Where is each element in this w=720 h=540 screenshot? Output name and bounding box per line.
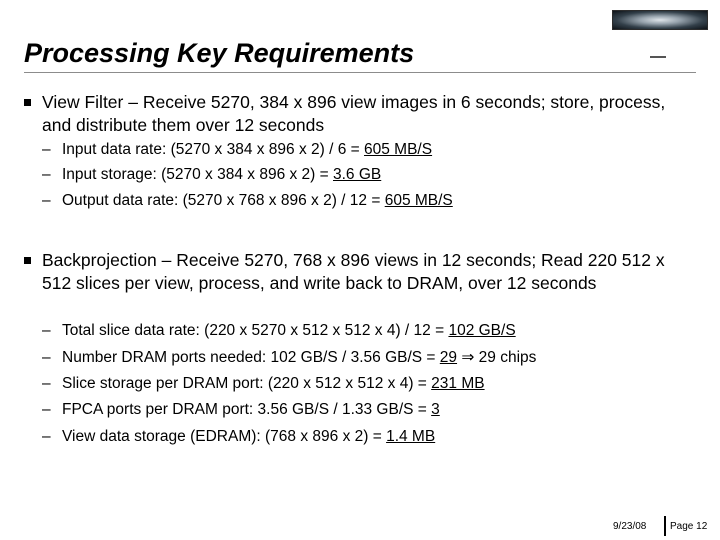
- bullet-square-icon: [24, 99, 31, 106]
- sub-dash: –: [42, 322, 51, 339]
- sub-dash: –: [42, 375, 51, 392]
- sub-text: Input storage: (5270 x 384 x 896 x 2) =: [62, 166, 333, 183]
- sub-dash: –: [42, 428, 51, 445]
- slide-title: Processing Key Requirements: [24, 38, 415, 68]
- sub-dash: –: [42, 192, 51, 209]
- sub-dash: –: [42, 401, 51, 418]
- sub-dash: –: [42, 349, 51, 366]
- sub-value: 231 MB: [431, 375, 485, 392]
- sub-text: View data storage (EDRAM): (768 x 896 x 2) =: [62, 428, 387, 445]
- sub-text: Number DRAM ports needed: 102 GB/S / 3.56 GB/S =: [62, 349, 440, 366]
- sub-text: FPCA ports per DRAM port: 3.56 GB/S / 1.33 GB/S =: [62, 401, 432, 418]
- sub-value: 3.6 GB: [333, 166, 382, 183]
- footer-divider: [664, 516, 666, 536]
- sub-text-post: ⇒ 29 chips: [457, 349, 537, 366]
- footer-date: 9/23/08: [613, 521, 647, 532]
- bullet-text: Backprojection – Receive 5270, 768 x 896 views in 12 seconds; Read 220 512 x 512 slices per view, process, and write back to DRAM, over 12 seconds: [42, 250, 665, 293]
- sub-value: 605 MB/S: [384, 192, 453, 209]
- sub-text: Output data rate: (5270 x 768 x 896 x 2) / 12 =: [62, 192, 385, 209]
- sub-text: Input data rate: (5270 x 384 x 896 x 2) / 6 =: [62, 141, 365, 158]
- sub-dash: –: [42, 166, 51, 183]
- bullet-backprojection: [24, 249, 696, 319]
- logo-mark: [650, 56, 666, 58]
- sub-value: 605 MB/S: [364, 141, 433, 158]
- bullet-text: View Filter – Receive 5270, 384 x 896 view images in 6 seconds; store, process, and distribute them over 12 seconds: [42, 92, 666, 135]
- sub-value: 102 GB/S: [448, 322, 516, 339]
- title-divider: [24, 72, 696, 73]
- sub-text: Total slice data rate: (220 x 5270 x 512 x 512 x 4) / 12 =: [62, 322, 449, 339]
- company-logo: [612, 10, 708, 30]
- bullet-view-filter: [24, 91, 696, 139]
- bullet-square-icon: [24, 257, 31, 264]
- sub-text: Slice storage per DRAM port: (220 x 512 x 512 x 4) =: [62, 375, 432, 392]
- page-number: Page 12: [670, 521, 708, 532]
- sub-value: 3: [431, 401, 440, 418]
- sub-value: 29: [439, 349, 458, 366]
- sub-value: 1.4 MB: [386, 428, 436, 445]
- sub-dash: –: [42, 141, 51, 158]
